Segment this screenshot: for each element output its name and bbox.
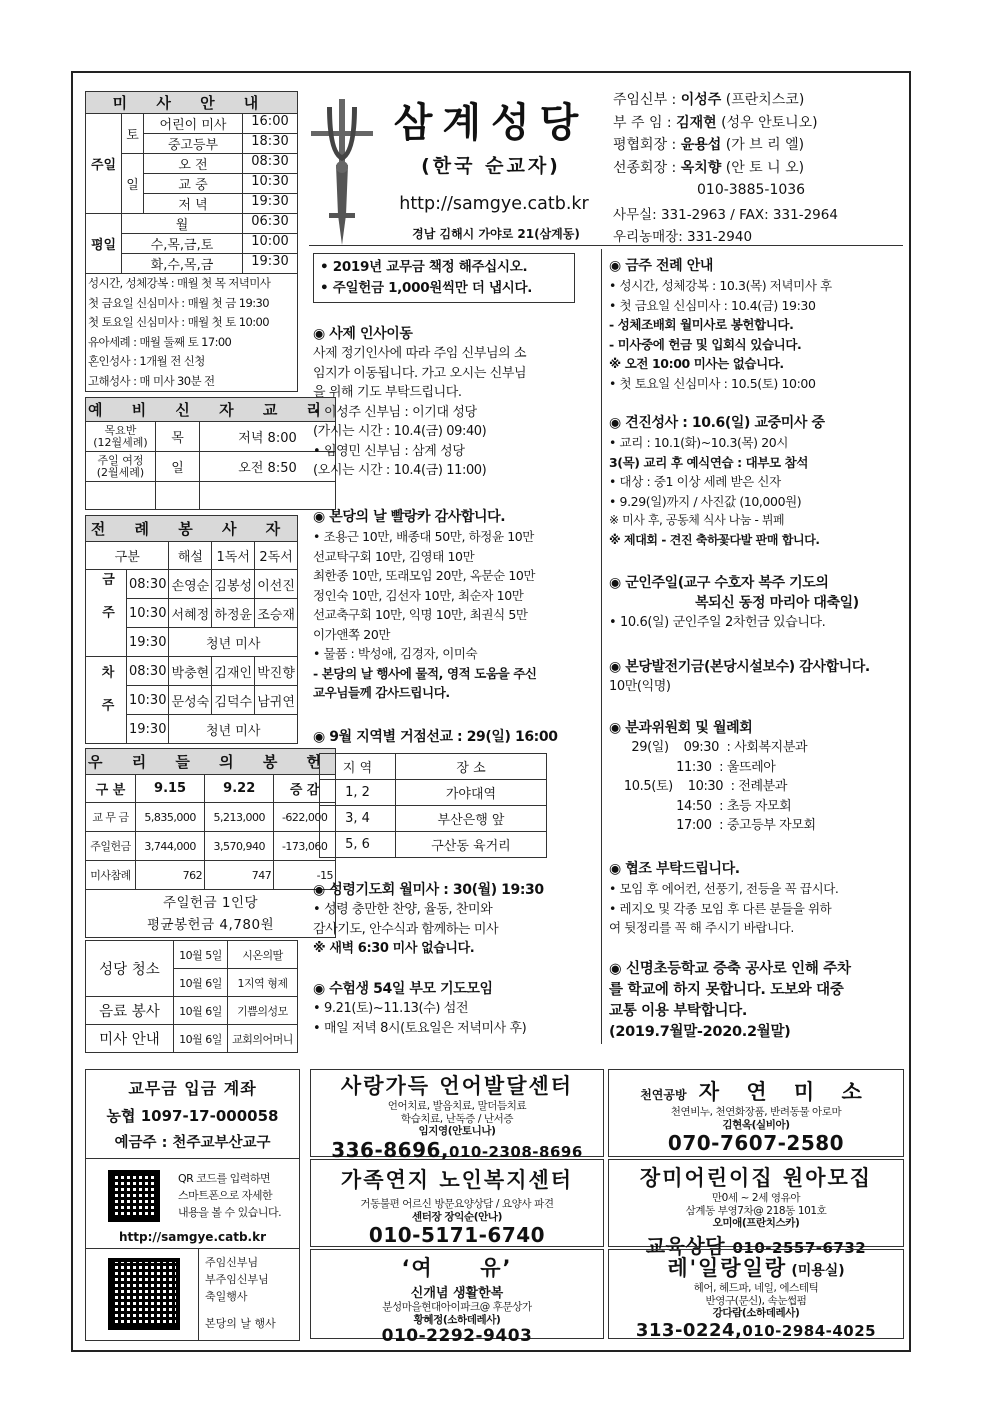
- qr-url[interactable]: http://samgye.catb.kr: [118, 1230, 267, 1244]
- personnel-line: (가시는 시간 : 10.4(금) 09:40): [313, 424, 487, 439]
- ad-title: ‘여 유’: [401, 1256, 513, 1280]
- ad-phone2: 010-2308-8696: [449, 1142, 583, 1161]
- cooperation-section: [609, 859, 905, 938]
- liturgy-time: 08:30: [127, 570, 169, 599]
- ad-natural-smile: [608, 1069, 904, 1157]
- weekly-line: - 미사중에 헌금 및 입회식 있습니다.: [609, 336, 802, 352]
- offering-value: -173,060: [274, 832, 336, 861]
- duty-group: 시온의딸: [228, 941, 298, 969]
- offering-key: 교 무 금: [86, 803, 136, 832]
- catechism-time: 저녁 8:00: [200, 422, 336, 452]
- thanks-line: 선교축구회 10만, 익명 10만, 최권식 5만: [313, 607, 528, 622]
- ad-title: 레'일랑일랑: [667, 1256, 788, 1280]
- liturgy-name: 이선진: [255, 570, 298, 599]
- confirmation-line: • 9.29(일)까지 / 사진값 (10,000원): [609, 493, 802, 509]
- qr-text: 스마트폰으로 자세한: [178, 1189, 273, 1202]
- liturgy-name: 하정윤: [212, 599, 255, 628]
- liturgy-name: 김덕수: [212, 686, 255, 715]
- ad-desc: 학습치료, 난독증 / 난서증: [400, 1112, 514, 1125]
- ad-person: 강다람(소하데레사): [712, 1307, 800, 1319]
- mission-table: [319, 753, 547, 858]
- thanks-line: 교우님들께 감사드립니다.: [313, 685, 450, 700]
- staff-saint: (프란치스코): [725, 92, 805, 108]
- ad-subtitle: 신개념 생활한복: [410, 1286, 504, 1301]
- offering-key: 미사참례: [86, 861, 136, 890]
- military-line: • 10.6(일) 군인주일 2차헌금 있습니다.: [609, 615, 826, 630]
- committee-line: 29(일) 09:30 : 사회복지분과: [609, 740, 808, 755]
- ad-desc: 천연비누, 천연화장품, 반려동물 아로마: [670, 1106, 842, 1118]
- school-line: 교통 이용 부탁합니다.: [609, 1003, 748, 1019]
- ad-person: 센터장 장익순(안나): [412, 1210, 502, 1223]
- staff-role: 선종회장 :: [613, 159, 677, 176]
- staff-list: [613, 89, 903, 249]
- confirmation-line: • 대상 : 중1 이상 세례 받은 신자: [609, 474, 781, 489]
- exam-section: [313, 979, 599, 1038]
- thanks-section: [313, 507, 599, 703]
- staff-saint: (가 브 리 엘): [725, 137, 805, 153]
- office-phone: 사무실: 331-2963 / FAX: 331-2964: [613, 206, 838, 223]
- weekly-line: - 성체조배회 월미사로 봉헌합니다.: [609, 317, 794, 332]
- offering-average: 평균봉헌금 4,780원: [146, 916, 275, 933]
- offering-header: 9.15: [136, 775, 205, 803]
- ad-title-suffix: (미용실): [791, 1263, 845, 1279]
- mass-note: 성시간, 성체강복 : 매월 첫 목 저녁미사: [88, 276, 271, 290]
- personnel-title: ◉ 사제 인사이동: [313, 326, 413, 342]
- column-divider: [601, 249, 602, 1044]
- liturgy-header: 해설: [169, 542, 212, 570]
- farm-phone: 우리농매장: 331-2940: [613, 229, 753, 245]
- ad-phone2: 010-2557-6732: [732, 1238, 867, 1257]
- confirmation-line: ※ 제대회 - 견진 축하꽃다발 판매 합니다.: [609, 532, 820, 547]
- qr-text: QR 코드를 입력하면: [178, 1172, 271, 1185]
- fund-line: 10만(익명): [609, 679, 671, 694]
- next-week-label: 차주: [98, 665, 114, 731]
- personnel-line: 사제 정기인사에 따라 주임 신부님의 소: [313, 346, 527, 361]
- mass-note: 첫 토요일 신심미사 : 매월 첫 토 10:00: [88, 315, 269, 329]
- staff-saint: (성우 안토니오): [721, 114, 818, 131]
- offering-value: 747: [205, 861, 274, 890]
- cooperation-title: ◉ 협조 부탁드립니다.: [609, 861, 740, 877]
- ad-desc: 언어치료, 발음치료, 말더듬치료: [387, 1100, 527, 1112]
- ad-ylang-salon: [608, 1249, 904, 1339]
- liturgy-time: 19:30: [127, 628, 169, 657]
- weekly-section: [609, 256, 905, 393]
- personnel-line: • 이성주 신부님 : 이기대 성당: [313, 404, 477, 420]
- school-notice: [609, 959, 905, 1043]
- duty-group: 교회의어머니: [228, 1025, 298, 1053]
- ad-phone: 070-7607-2580: [667, 1131, 845, 1155]
- duty-date: 10월 6일: [174, 969, 228, 997]
- ad-title: 사랑가득 언어발달센터: [340, 1074, 574, 1098]
- ad-desc: 반영구(문신), 속눈썹펌: [705, 1294, 807, 1307]
- mass-notes: [85, 274, 298, 392]
- thanks-line: 최한종 10만, 또래모임 20만, 옥문순 10만: [313, 568, 536, 583]
- staff-role: 평협회장 :: [613, 137, 677, 153]
- offering-per-person: 주일헌금 1인당: [162, 894, 259, 911]
- ad-desc: 분성마을현대아이파크@ 후문상가: [382, 1301, 532, 1313]
- qr-item: 본당의 날 행사: [205, 1317, 276, 1330]
- mission-title: ◉ 9월 지역별 거점선교 : 29(일) 16:00: [313, 729, 558, 745]
- committee-line: 10.5(토) 10:30 : 전례분과: [609, 779, 787, 794]
- catechism-day: 일: [156, 452, 200, 482]
- mass-name: 교 중: [144, 174, 243, 193]
- ad-speech-center: [310, 1069, 604, 1162]
- catechism-class-note: (12월세례): [93, 435, 148, 449]
- exam-line: • 9.21(토)~11.13(수) 섬전: [313, 1001, 469, 1016]
- duty-date: 10월 5일: [174, 941, 228, 969]
- ad-phone2: 010-2984-4025: [742, 1321, 877, 1340]
- mass-note: 혼인성사 : 1개월 전 신청: [88, 354, 205, 368]
- mass-note: 고해성사 : 매 미사 30분 전: [88, 373, 215, 388]
- bank-account: 농협 1097-17-000058: [106, 1107, 279, 1125]
- notice-line: • 2019년 교무금 책정 해주십시오.: [320, 259, 528, 275]
- offering-header: 증 감: [274, 775, 336, 803]
- school-line: 를 학교에 하지 못합니다. 도보와 대중: [609, 982, 844, 998]
- liturgy-name: 김재인: [212, 657, 255, 686]
- this-week-label: 금주: [99, 571, 114, 638]
- personnel-line: • 임영민 신부님 : 삼계 성당: [313, 443, 465, 459]
- staff-saint: (안 토 니 오): [725, 159, 805, 176]
- military-title: 복되신 동정 마리아 대축일): [695, 595, 859, 611]
- weekday-label: 평일: [86, 214, 122, 274]
- staff-name: 김재현: [676, 114, 717, 131]
- ad-desc: 거동불편 어르신 방문요양상담 / 요양사 파견: [360, 1198, 554, 1210]
- catechism-title: 예 비 신 자 교 리: [86, 398, 336, 422]
- ad-elderly-center: [310, 1159, 604, 1247]
- mass-time: 19:30: [251, 254, 289, 269]
- staff-row: [613, 134, 903, 157]
- liturgy-time: 10:30: [127, 686, 169, 715]
- offering-header: 구 분: [86, 775, 136, 803]
- mission-header: 지 역: [320, 754, 396, 780]
- mass-time: 08:30: [251, 154, 289, 169]
- qr-item: 부주임신부님: [205, 1273, 269, 1286]
- mission-place: 가야대역: [396, 780, 547, 806]
- liturgy-header: 1독서: [212, 542, 255, 570]
- qr-code-icon[interactable]: [108, 1258, 180, 1330]
- mission-header: 장 소: [396, 754, 547, 780]
- military-section: [609, 573, 905, 633]
- mass-time: 16:00: [251, 114, 289, 129]
- mass-time: 06:30: [251, 214, 289, 229]
- catechism-day: 목: [156, 422, 200, 452]
- thanks-line: 정인숙 10만, 김선자 10만, 최순자 10만: [313, 587, 524, 603]
- liturgy-time: 19:30: [127, 715, 169, 744]
- weekly-line: • 첫 토요일 신심미사 : 10.5(토) 10:00: [609, 375, 816, 391]
- weekly-line: • 성시간, 성체강복 : 10.3(목) 저녁미사 후: [609, 278, 832, 293]
- thanks-title: ◉ 본당의 날 빨랑카 감사합니다.: [313, 509, 506, 525]
- liturgy-name: 서혜정: [169, 599, 212, 628]
- ad-desc: 삼계동 부영7차@ 218동 101호: [685, 1204, 827, 1217]
- offering-value: 3,744,000: [136, 832, 205, 861]
- qr-item: 주임신부님: [205, 1256, 259, 1269]
- cooperation-line: 여 뒷정리를 꼭 해 주시기 바랍니다.: [609, 920, 794, 935]
- mass-name: 중고등부: [144, 134, 243, 153]
- liturgy-name: 박진향: [255, 657, 298, 686]
- liturgy-header: 2독서: [255, 542, 298, 570]
- thanks-line: • 조용근 10만, 배종대 50만, 하정윤 10만: [313, 529, 534, 544]
- catechism-class: 주일 여정: [97, 453, 144, 467]
- ad-title: 장미어린이집 원아모집: [639, 1166, 873, 1190]
- ad-phone: 313-0224,: [635, 1319, 743, 1341]
- notice-line: • 주일헌금 1,000원씩만 더 냅시다.: [320, 280, 533, 296]
- qr-text: 내용을 볼 수 있습니다.: [178, 1206, 282, 1219]
- school-line: ◉ 신명초등학교 증축 공사로 인해 주차: [609, 961, 851, 977]
- fund-title: ◉ 본당발전기금(본당시설보수) 감사합니다.: [609, 659, 870, 675]
- ad-phone: 010-2292-9403: [381, 1326, 533, 1346]
- sat-label: 토: [122, 114, 144, 154]
- committee-line: 17:00 : 중고등부 자모회: [609, 818, 816, 833]
- weekend-label: 주일: [86, 114, 122, 214]
- cross-logo-icon: [309, 95, 375, 255]
- thanks-line: - 본당의 날 행사에 물적, 영적 도움을 주신: [313, 665, 537, 681]
- mass-name: 월: [122, 214, 243, 233]
- offering-header: 9.22: [205, 775, 274, 803]
- confirmation-line: 3(목) 교리 후 예식연습 : 대부모 참석: [609, 454, 809, 470]
- staff-row: [613, 157, 903, 180]
- mass-title: 미 사 안 내: [86, 92, 298, 114]
- mission-region: 5, 6: [320, 832, 396, 858]
- mission-section: [313, 727, 599, 858]
- confirmation-line: • 교리 : 10.1(화)~10.3(목) 20시: [609, 435, 789, 450]
- mass-name: 저 녁: [144, 194, 243, 213]
- qr-code-icon[interactable]: [108, 1170, 160, 1222]
- spirit-line: 감사기도, 안수식과 함께하는 미사: [313, 921, 499, 937]
- liturgy-name: 문성숙: [169, 686, 212, 715]
- catechism-table: [85, 397, 336, 510]
- duty-group: 기쁨의성모: [228, 997, 298, 1025]
- mission-region: 3, 4: [320, 806, 396, 832]
- mass-guide-label: 미사 안내: [86, 1025, 174, 1053]
- confirmation-line: ※ 미사 후, 공동체 식사 나눔 - 뷔페: [609, 513, 785, 527]
- catechism-class: 목요반: [104, 423, 137, 437]
- duty-date: 10월 6일: [174, 1025, 228, 1053]
- ad-phone: 010-5171-6740: [368, 1223, 546, 1247]
- school-line: (2019.7월말-2020.2월말): [609, 1024, 791, 1040]
- spirit-line: • 성령 충만한 찬양, 율동, 찬미와: [313, 902, 493, 917]
- liturgy-name: 박충현: [169, 657, 212, 686]
- church-logo: [309, 95, 375, 255]
- ad-prefix: 천연공방: [640, 1088, 687, 1102]
- ad-person: 김현옥(실비아): [722, 1118, 790, 1131]
- staff-row: [613, 89, 903, 112]
- notice-box: [313, 253, 575, 303]
- confirmation-title: ◉ 견진성사 : 10.6(일) 교중미사 중: [609, 415, 825, 431]
- mass-name: 화,수,목,금: [122, 254, 243, 273]
- personnel-line: 임지가 이동됩니다. 가고 오시는 신부님: [313, 365, 527, 381]
- weekly-line: • 첫 금요일 신심미사 : 10.4(금) 19:30: [609, 297, 816, 313]
- liturgy-youth: 청년 미사: [169, 715, 298, 744]
- duty-date: 10월 6일: [174, 997, 228, 1025]
- mass-name: 어린이 미사: [144, 114, 243, 133]
- offering-value: -15: [274, 861, 336, 890]
- church-address: 경남 김해시 가야로 21(삼계동): [412, 227, 580, 241]
- liturgy-youth: 청년 미사: [169, 628, 298, 657]
- ad-rose-daycare: [608, 1159, 904, 1258]
- committee-line: 11:30 : 울뜨레아: [609, 759, 776, 775]
- ad-title: 가족연지 노인복지센터: [340, 1168, 574, 1192]
- church-subtitle: (한국 순교자): [421, 155, 561, 177]
- exam-title: ◉ 수험생 54일 부모 기도모임: [313, 981, 493, 997]
- spirit-line: ※ 새벽 6:30 미사 없습니다.: [313, 941, 475, 956]
- cleaning-label: 성당 청소: [86, 941, 174, 997]
- confirmation-section: [609, 413, 905, 550]
- spirit-section: [313, 880, 599, 959]
- military-title: ◉ 군인주일(교구 수호자 복주 기도의: [609, 575, 829, 591]
- mission-region: 1, 2: [320, 780, 396, 806]
- ad-phone: 교육상담: [645, 1233, 733, 1258]
- offering-value: 762: [136, 861, 205, 890]
- cooperation-line: • 모임 후 에어컨, 선풍기, 전등을 꼭 끕시다.: [609, 881, 839, 896]
- header-divider: [309, 245, 903, 246]
- liturgy-name: 김봉성: [212, 570, 255, 599]
- liturgy-table: [85, 515, 298, 744]
- qr-item: 축일행사: [205, 1290, 248, 1303]
- ad-person: 황혜정(소하데레사): [413, 1313, 501, 1326]
- ad-person: 오미애(프란치스카): [712, 1217, 800, 1229]
- ad-person: 임지영(안토니나): [418, 1125, 496, 1137]
- personnel-line: 을 위해 기도 부탁드립니다.: [313, 385, 462, 400]
- bulletin-page: [71, 71, 911, 1352]
- liturgy-title: 전 례 봉 사 자: [86, 516, 298, 542]
- fund-section: [609, 657, 905, 697]
- committee-section: [609, 718, 905, 836]
- staff-role: 주임신부 :: [613, 92, 677, 108]
- staff-row: [613, 112, 903, 135]
- liturgy-name: 손영순: [169, 570, 212, 599]
- mass-name: 오 전: [144, 154, 243, 173]
- duty-group: 1지역 형제: [228, 969, 298, 997]
- church-url[interactable]: http://samgye.catb.kr: [399, 194, 589, 214]
- personnel-section: [313, 324, 599, 481]
- staff-name: 윤용섭: [680, 137, 722, 153]
- offering-value: 5,835,000: [136, 803, 205, 832]
- staff-role: 부 주 임 :: [613, 114, 672, 131]
- exam-line: • 매일 저녁 8시(토요일은 저녁미사 후): [313, 1020, 527, 1036]
- liturgy-time: 10:30: [127, 599, 169, 628]
- church-name: 삼계성당: [393, 100, 589, 146]
- mission-place: 부산은행 앞: [396, 806, 547, 832]
- bank-title: 교무금 입금 계좌: [128, 1079, 257, 1098]
- mass-time: 10:00: [251, 234, 289, 249]
- catechism-class-note: (2월세례): [96, 465, 145, 479]
- staff-name: 옥치향: [680, 159, 722, 176]
- offering-key: 주일헌금: [86, 832, 136, 861]
- liturgy-header: 구분: [86, 542, 169, 570]
- ad-phone: 336-8696,: [331, 1137, 450, 1162]
- mass-time: 18:30: [251, 134, 289, 149]
- offering-table: [85, 748, 336, 938]
- weekly-line: ※ 오전 10:00 미사는 없습니다.: [609, 356, 784, 371]
- mass-note: 첫 금요일 신심미사 : 매월 첫 금 19:30: [88, 295, 269, 310]
- weekly-title: ◉ 금주 전례 안내: [609, 258, 713, 274]
- offering-value: 5,213,000: [205, 803, 274, 832]
- mission-place: 구산동 육거리: [396, 832, 547, 858]
- ad-desc: 만0세 ~ 2세 영유아: [711, 1192, 801, 1204]
- liturgy-time: 08:30: [127, 657, 169, 686]
- cooperation-line: • 레지오 및 각종 모임 후 다른 분들을 위하: [609, 900, 832, 916]
- mass-note: 유아세례 : 매월 둘째 토 17:00: [88, 334, 232, 349]
- duty-table: [85, 940, 298, 1053]
- offering-value: 3,570,940: [205, 832, 274, 861]
- liturgy-name: 조승재: [255, 599, 298, 628]
- bank-holder: 예금주 : 천주교부산교구: [114, 1135, 271, 1151]
- ad-title: 자 연 미 소: [698, 1080, 872, 1104]
- spirit-title: ◉ 성령기도회 월미사 : 30(월) 19:30: [313, 882, 544, 898]
- catechism-time: 오전 8:50: [200, 452, 336, 482]
- mass-time: 19:30: [251, 194, 289, 209]
- ad-desc: 헤어, 헤드파, 네일, 에스테틱: [693, 1282, 819, 1294]
- committee-title: ◉ 분과위원회 및 월례회: [609, 720, 753, 736]
- committee-line: 14:50 : 초등 자모회: [609, 798, 792, 814]
- thanks-line: 이가앤쪽 20만: [313, 626, 391, 642]
- thanks-line: 선교탁구회 10만, 김영태 10만: [313, 548, 475, 564]
- liturgy-name: 남귀연: [255, 686, 298, 715]
- offering-value: -622,000: [274, 803, 336, 832]
- thanks-line: • 물품 : 박성애, 김경자, 이미숙: [313, 646, 478, 661]
- offering-title: 우 리 들 의 봉 헌: [86, 749, 336, 775]
- drink-label: 음료 봉사: [86, 997, 174, 1025]
- mass-time: 10:30: [251, 174, 289, 189]
- sun-label: 일: [122, 154, 144, 214]
- staff-phone: 010-3885-1036: [697, 182, 806, 198]
- staff-name: 이성주: [680, 92, 722, 108]
- personnel-line: (오시는 시간 : 10.4(금) 11:00): [313, 463, 487, 478]
- ad-yeoyu: [310, 1249, 604, 1346]
- bank-box: [85, 1069, 300, 1341]
- mass-name: 수,목,금,토: [122, 234, 243, 253]
- mass-schedule-table: [85, 91, 298, 274]
